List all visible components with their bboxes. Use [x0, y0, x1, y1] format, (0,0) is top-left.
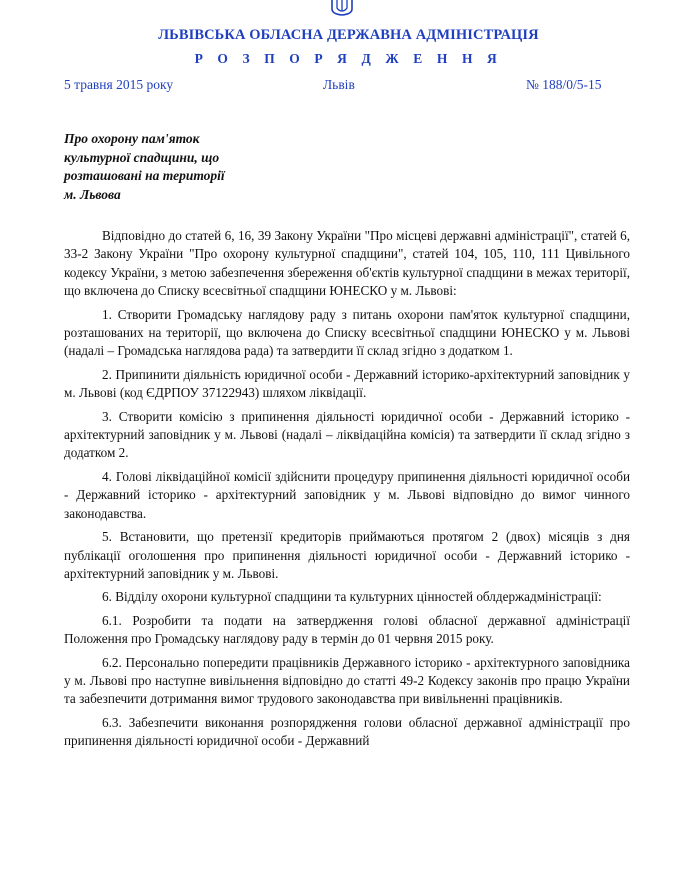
document-date: 5 травня 2015 року [64, 77, 174, 92]
body-paragraph: 6.1. Розробити та подати на затвердження голові обласної державної адміністрації Положення про Громадську наглядову раду в термін до 01 червня 2015 року. [64, 612, 630, 647]
title-line: розташовані на території [64, 168, 225, 183]
document-type: Р О З П О Р Я Д Ж Е Н Н Я [194, 51, 503, 66]
organization-name: ЛЬВІВСЬКА ОБЛАСНА ДЕРЖАВНА АДМІНІСТРАЦІЯ [158, 27, 539, 43]
body-paragraph: 6. Відділу охорони культурної спадщини та культурних цінностей облдержадміністрації: [102, 589, 602, 605]
body-paragraph: 4. Голові ліквідаційної комісії здійснити процедуру припинення діяльності юридичної особи - Державний історико - архітектурний заповідник у м. Львові відповідно до вимог чинного законодавства. [64, 468, 630, 521]
body-paragraph: 6.3. Забезпечити виконання розпорядження голови обласної державної адміністрації про припинення діяльності юридичної особи - Державний [64, 714, 630, 749]
body-paragraph: Відповідно до статей 6, 16, 39 Закону України "Про місцеві державні адміністрації", статей 6, 33-2 Закону України "Про охорону культурної спадщини", статей 104, 105, 110, 111 Цивільного кодексу України, з метою забезпечення збереження об'єктів культурної спадщини в межах території, що включена до Списку всесвітньої спадщини ЮНЕСКО у м. Львові: [64, 228, 630, 299]
document-body [64, 227, 630, 756]
body-paragraph: 3. Створити комісію з припинення діяльності юридичної особи - Державний історико - архітектурний заповідник у м. Львові (надалі – ліквідаційна комісія) та затвердити її склад згідно з додатком 2. [64, 408, 630, 461]
body-paragraph: 6.2. Персонально попередити працівників Державного історико - архітектурного заповідника у м. Львові про наступне вивільнення відповідно до статті 49-2 Кодексу законів про працю України та забезпечити дотримання вимог трудового законодавства при вивільненні працівників. [64, 654, 630, 707]
document-city: Львів [323, 77, 355, 92]
document-title [64, 130, 324, 204]
title-line: Про охорону пам'яток [64, 131, 200, 146]
title-line: м. Львова [64, 186, 121, 202]
body-paragraph: 2. Припинити діяльність юридичної особи - Державний історико-архітектурний заповідник у м. Львові (код ЄДРПОУ 37122943) шляхом ліквідації. [64, 366, 630, 401]
document-number: № 188/0/5-15 [526, 77, 602, 92]
title-line: культурної спадщини, що [64, 149, 220, 165]
body-paragraph: 5. Встановити, що претензії кредиторів приймаються протягом 2 (двох) місяців з дня публікації оголошення про припинення діяльності юридичної особи - Державний історико - архітектурний заповідник у м. Львові. [64, 529, 630, 581]
trident-emblem-icon [329, 0, 355, 16]
body-paragraph: 1. Створити Громадську наглядову раду з питань охорони пам'яток культурної спадщини, розташованих на території, що включена до Списку всесвітньої спадщини ЮНЕСКО у м. Львові (надалі – Громадська наглядова рада) та затвердити її склад згідно з додатком 1. [64, 306, 630, 359]
